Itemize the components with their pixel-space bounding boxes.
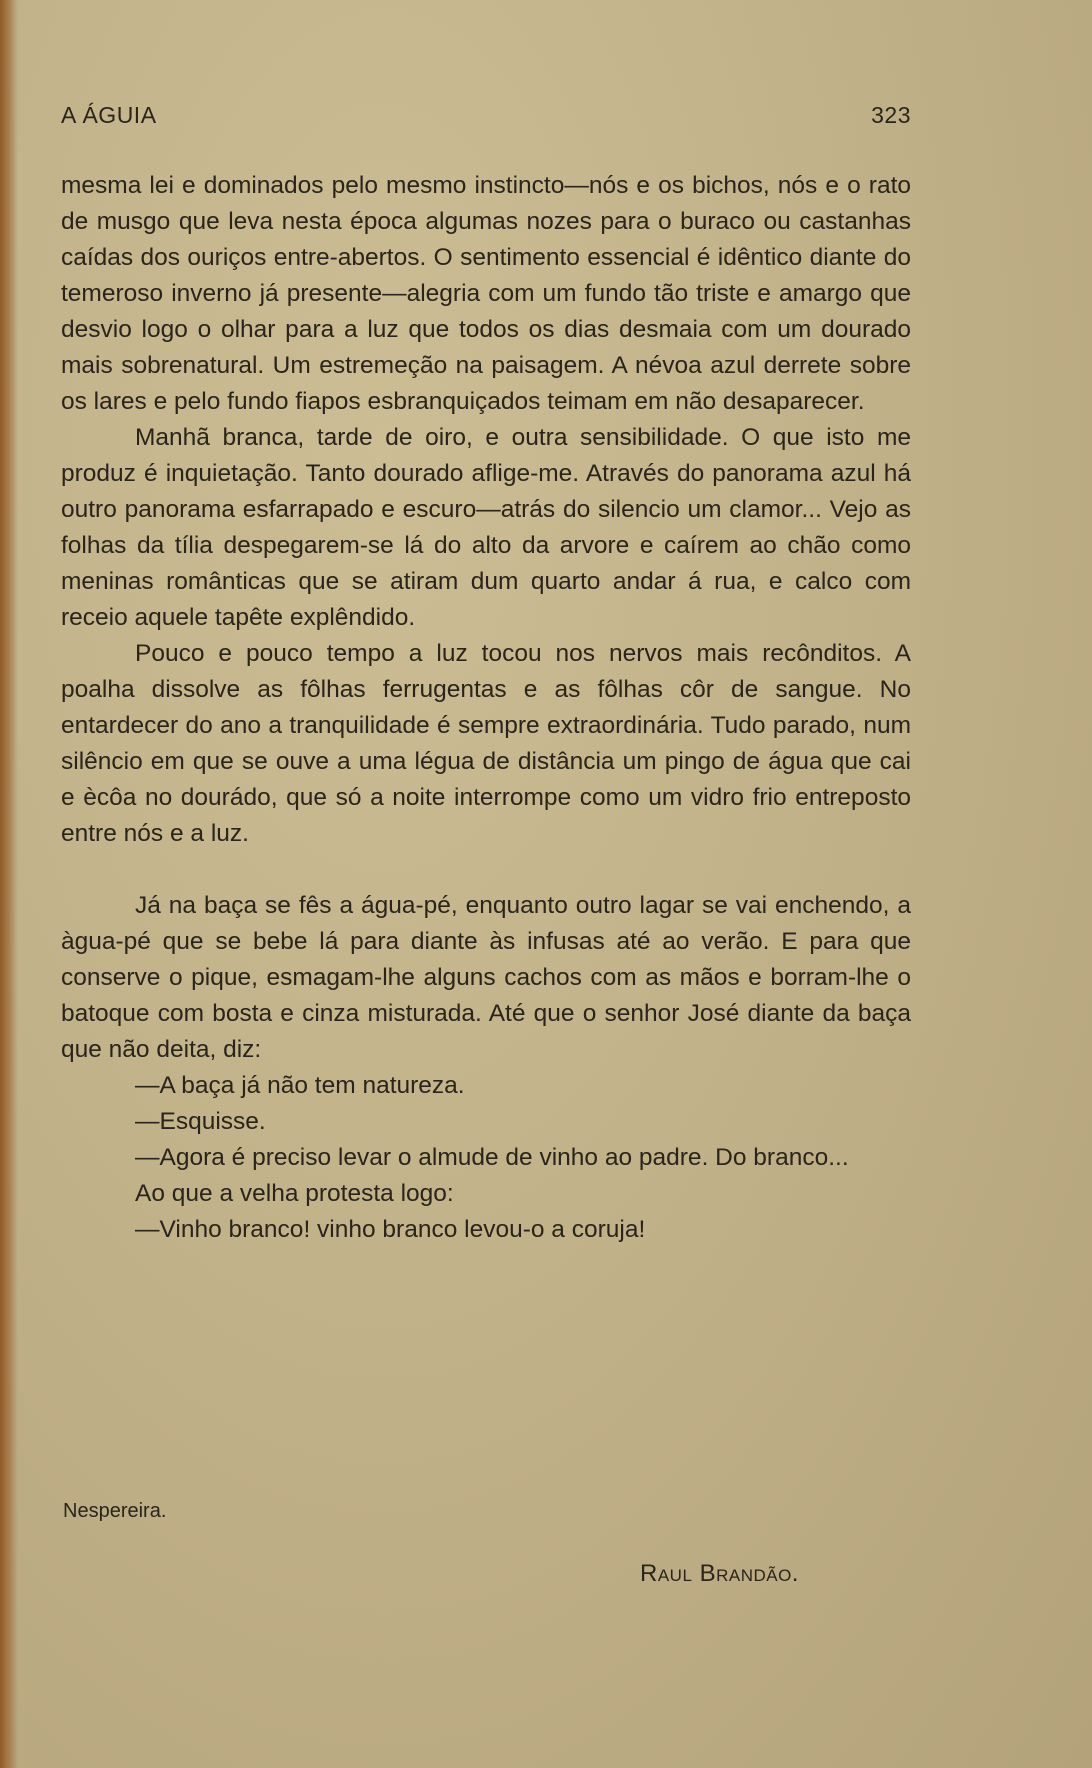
paragraph: Manhã branca, tarde de oiro, e outra sensibilidade. O que isto me produz é inquietação. Tanto dourado aflige-me. Através do panorama azul há outro panorama esfarrapado e escuro—atrás do silencio um clamor... Vejo as folhas da tília despegarem-se lá do alto da arvore e caírem ao chão como meninas românticas que se atiram dum quarto andar á rua, e calco com receio aquele tapête explêndido.	[61, 424, 911, 631]
running-header	[61, 102, 911, 132]
paragraph: Já na baça se fês a água-pé, enquanto outro lagar se vai enchendo, a àgua-pé que se bebe lá para diante às infusas até ao verão. E para que conserve o pique, esmagam-lhe alguns cachos com as mãos e borram-lhe o batoque com bosta e cinza misturada. Até que o senhor José diante da baça que não deita, diz:	[61, 892, 911, 1063]
dialogue-line: —Vinho branco! vinho branco levou-o a coruja!	[135, 1216, 646, 1243]
journal-title: A ÁGUIA	[61, 102, 157, 128]
dialogue-line: —Agora é preciso levar o almude de vinho ao padre. Do branco...	[135, 1144, 849, 1171]
dialogue-line: —Esquisse.	[135, 1108, 266, 1135]
article-body	[61, 168, 911, 1248]
page-number: 323	[871, 102, 911, 128]
dialogue-line: Ao que a velha protesta logo:	[135, 1180, 454, 1207]
place-name: Nespereira.	[63, 1500, 167, 1522]
paragraph: mesma lei e dominados pelo mesmo instincto—nós e os bichos, nós e o rato de musgo que leva nesta época algumas nozes para o buraco ou castanhas caídas dos ouriços entre-abertos. O sentimento essencial é idêntico diante do temeroso inverno já presente—alegria com um fundo tão triste e amargo que desvio logo o olhar para a luz que todos os dias desmaia com um dourado mais sobrenatural. Um estremeção na paisagem. A névoa azul derrete sobre os lares e pelo fundo fiapos esbranquiçados teimam em não desaparecer.	[61, 172, 911, 415]
page-binding-edge	[0, 0, 18, 1768]
author-signature: Raul Brandão.	[640, 1560, 799, 1587]
dialogue-line: —A baça já não tem natureza.	[135, 1072, 465, 1099]
paragraph: Pouco e pouco tempo a luz tocou nos nervos mais recônditos. A poalha dissolve as fôlhas ferrugentas e as fôlhas côr de sangue. No entardecer do ano a tranquilidade é sempre extraordinária. Tudo parado, num silêncio em que se ouve a uma légua de distância um pingo de água que cai e ècôa no dourádo, que só a noite interrompe como um vidro frio entreposto entre nós e a luz.	[61, 640, 911, 847]
